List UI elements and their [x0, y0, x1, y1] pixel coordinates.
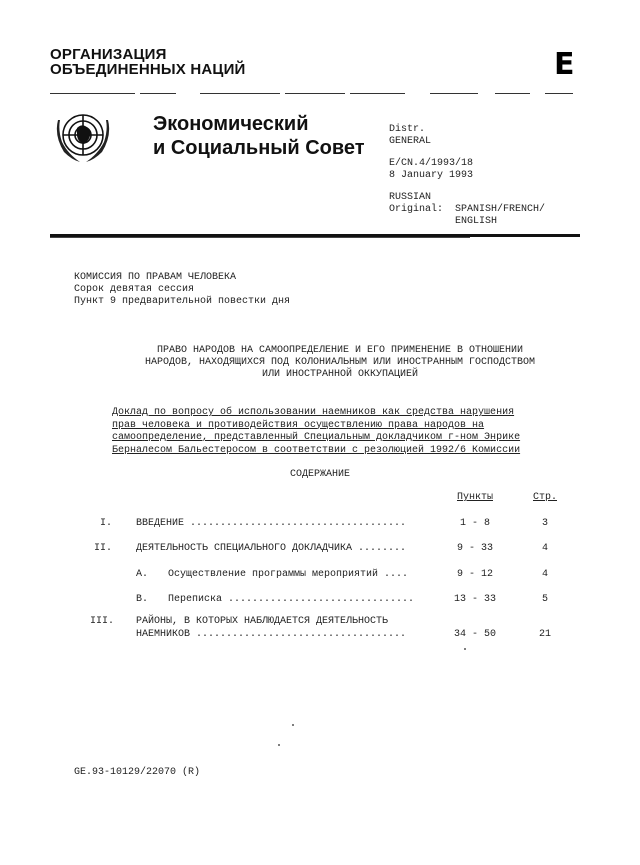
document-date: 8 January 1993	[389, 170, 474, 181]
organization-line-2: ОБЪЕДИНЕННЫХ НАЦИЙ	[50, 61, 246, 78]
column-header-paragraphs: Пункты	[456, 492, 493, 503]
distribution-label: Distr.	[389, 124, 426, 135]
session-info	[74, 272, 290, 308]
toc-label: РАЙОНЫ, В КОТОРЫХ НАБЛЮДАЕТСЯ ДЕЯТЕЛЬНОСТЬ	[136, 616, 389, 627]
document-metadata	[389, 124, 545, 228]
job-number: GE.93-10129/22070 (R)	[74, 767, 201, 778]
contents-heading: СОДЕРЖАНИЕ	[289, 469, 350, 480]
toc-label-continuation: НАЕМНИКОВ ...................................	[136, 629, 407, 640]
original-value-line-2: ENGLISH	[455, 216, 498, 227]
report-line-1: Доклад по вопросу об использовании наемников как средства нарушения	[112, 407, 515, 418]
agenda-title	[110, 345, 570, 381]
language-letter: E	[554, 47, 575, 82]
toc-label: Осуществление программы мероприятий ....	[168, 569, 409, 580]
toc-entry[interactable]	[90, 616, 560, 646]
original-value-line-1: SPANISH/FRENCH/	[455, 204, 546, 215]
organization-line-1: ОРГАНИЗАЦИЯ	[50, 46, 167, 63]
toc-page: 3	[541, 518, 548, 529]
scan-speck	[278, 744, 280, 746]
council-line-1: Экономический	[153, 113, 309, 135]
toc-number: I.	[100, 518, 113, 529]
agenda-title-line-3: ИЛИ ИНОСТРАННОЙ ОККУПАЦИЕЙ	[261, 369, 419, 380]
council-name	[153, 112, 365, 160]
toc-page: 4	[541, 543, 548, 554]
toc-subsection: A.	[136, 569, 149, 580]
report-line-3: самоопределение, представленный Специальным докладчиком г-ном Энрике	[112, 432, 521, 443]
toc-label: Переписка ...............................	[168, 594, 415, 605]
toc-number: III.	[90, 616, 115, 627]
report-description	[112, 407, 564, 457]
commission-name: КОМИССИЯ ПО ПРАВАМ ЧЕЛОВЕКА	[74, 272, 237, 283]
agenda-title-line-2: НАРОДОВ, НАХОДЯЩИХСЯ ПОД КОЛОНИАЛЬНЫМ ИЛИ ИНОСТРАННЫМ ГОСПОДСТВОМ	[144, 357, 536, 368]
scan-speck	[464, 648, 466, 650]
toc-paragraphs: 13 - 33	[453, 594, 496, 605]
toc-entry[interactable]	[90, 594, 560, 618]
session-number: Сорок девятая сессия	[74, 284, 195, 295]
document-language: RUSSIAN	[389, 192, 432, 203]
toc-subsection: B.	[136, 594, 149, 605]
toc-page: 4	[541, 569, 548, 580]
scan-speck	[292, 724, 294, 726]
toc-paragraphs: 9 - 12	[456, 569, 493, 580]
report-line-4: Берналесом Бальестеросом в соответствии с резолюцией 1992/6 Комиссии	[112, 444, 521, 456]
toc-entry[interactable]	[90, 569, 560, 593]
toc-label: ВВЕДЕНИЕ ....................................	[136, 518, 407, 529]
toc-label: ДЕЯТЕЛЬНОСТЬ СПЕЦИАЛЬНОГО ДОКЛАДЧИКА ........	[136, 543, 407, 554]
toc-entry[interactable]	[90, 543, 560, 567]
toc-page: 21	[538, 629, 551, 640]
header-rule-shadow	[50, 237, 470, 238]
organization-name	[50, 47, 246, 77]
toc-paragraphs: 34 - 50	[453, 629, 496, 640]
council-line-2: и Социальный Совет	[153, 137, 365, 159]
distribution-value: GENERAL	[389, 136, 432, 147]
header-separator	[50, 93, 580, 95]
column-header-page: Стр.	[532, 492, 557, 503]
toc-number: II.	[94, 543, 113, 554]
agenda-title-line-1: ПРАВО НАРОДОВ НА САМООПРЕДЕЛЕНИЕ И ЕГО ПРИМЕНЕНИЕ В ОТНОШЕНИИ	[156, 345, 524, 356]
toc-page: 5	[541, 594, 548, 605]
document-symbol: E/CN.4/1993/18	[389, 158, 474, 169]
report-line-2: прав человека и противодействия осуществлению права народов на	[112, 419, 485, 431]
agenda-item: Пункт 9 предварительной повестки дня	[74, 296, 291, 307]
toc-paragraphs: 1 - 8	[459, 518, 490, 529]
toc-entry[interactable]	[90, 518, 560, 542]
toc-paragraphs: 9 - 33	[456, 543, 493, 554]
original-label: Original:	[389, 204, 444, 215]
un-emblem-icon	[50, 108, 116, 168]
